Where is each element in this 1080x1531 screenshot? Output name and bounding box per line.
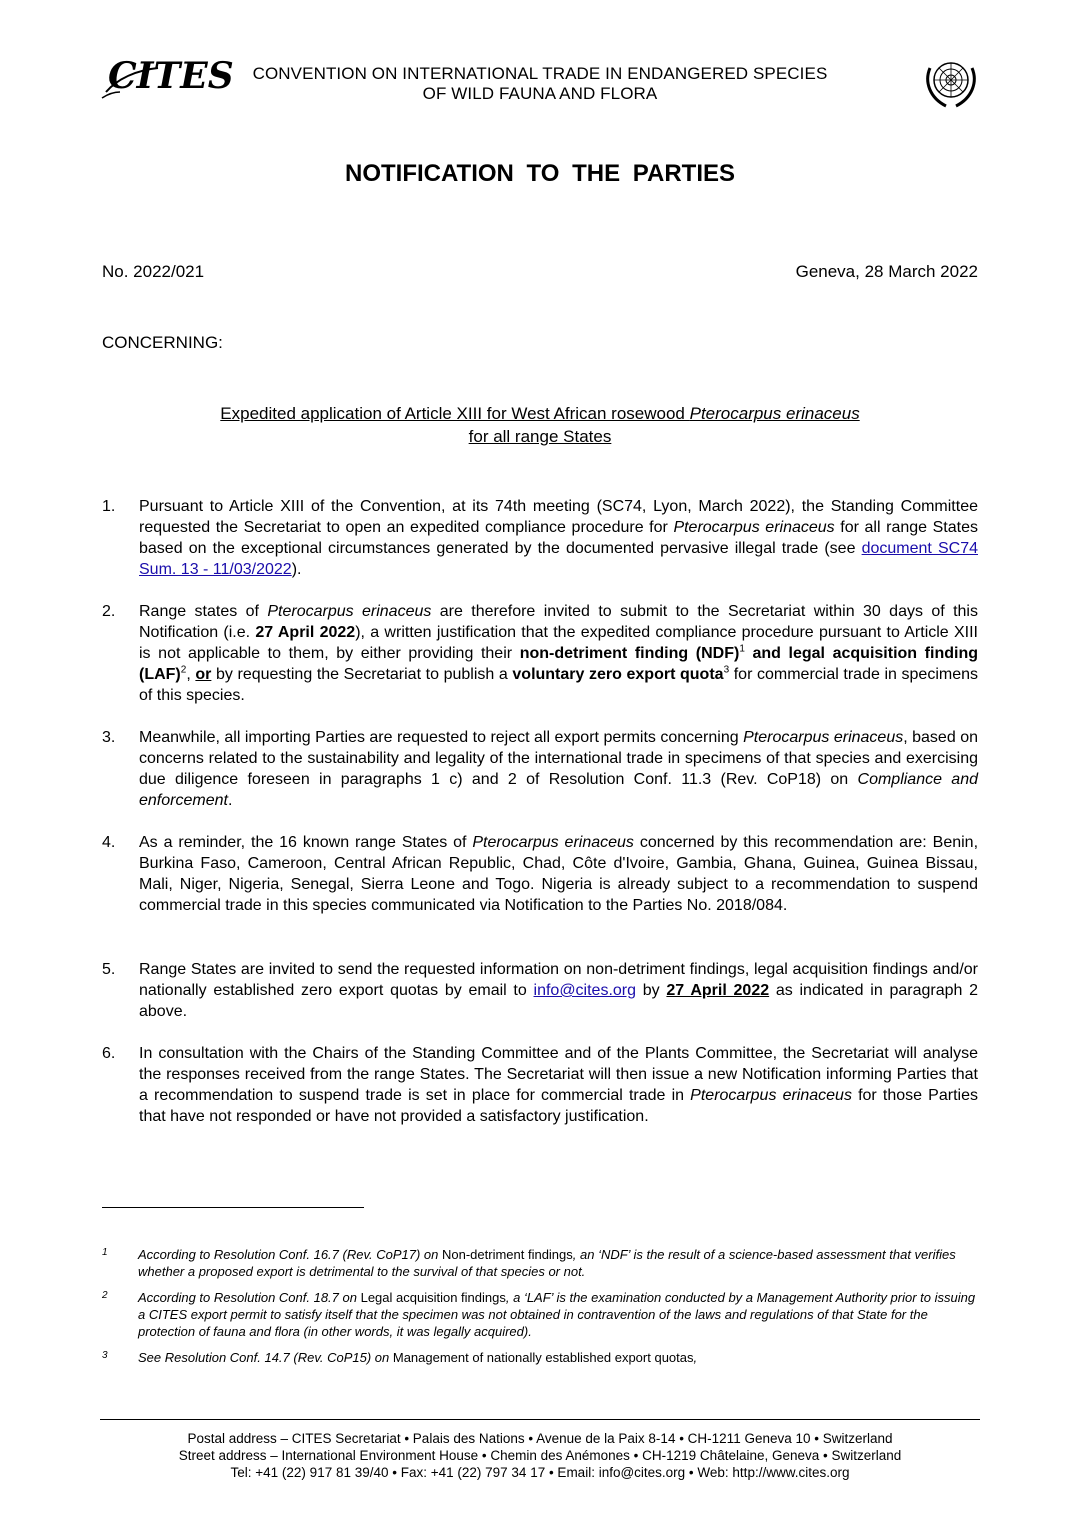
paragraph-number: 6. [102,1045,116,1062]
footnote-text: , an ‘NDF’ is the result of a science-based assessment that verifies whether a proposed export is detrimental to the survival of that species or not. [138,1247,956,1279]
paragraph-3 [102,727,978,811]
resolution-title: Legal acquisition findings [360,1290,506,1305]
resolution-title: Non-detriment findings [441,1247,573,1262]
species-name: Pterocarpus erinaceus [472,834,634,851]
paragraph-text: ). [291,561,302,578]
contact-info: Tel: +41 (22) 917 81 39/40 • Fax: +41 (22) 797 34 17 • Email: info@cites.org • Web: http://www.cites.org [230,1465,850,1480]
paragraph-text: for commercial trade in specimens of this species. [139,666,979,704]
svg-text:CITES: CITES [108,55,234,97]
organization-name [200,64,880,104]
place-and-date: Geneva, 28 March 2022 [795,262,978,281]
footnote-text: See Resolution Conf. 14.7 (Rev. CoP15) on [138,1350,393,1365]
footnote-number: 1 [102,1247,108,1258]
footnote-text: , [693,1350,698,1365]
paragraph-text: . [227,792,233,809]
paragraph-text: , based on concerns related to the sustainability and legality of the international trade in specimens of that species and exercising due diligence foreseen in paragraphs 1 c) and 2 of Resolution Conf. 11.3 (Rev. CoP18) on [139,729,978,788]
footnote-divider [102,1207,364,1208]
footnote-ref-1[interactable]: 1 [739,643,745,655]
email-link[interactable]: info@cites.org [533,982,637,999]
paragraph-number: 1. [102,498,116,515]
footnote-text: , a ‘LAF’ is the examination conducted by a Management Authority prior to issuing a CITES export permit to satisfy itself that the specimen was not obtained in contravention of the laws and regulations of that State for the protection of fauna and flora (in other words, it was legally acquired). [138,1290,976,1339]
footnote-ref-3[interactable]: 3 [723,664,730,676]
paragraph-text: are therefore invited to submit to the Secretariat within 30 days of this Notification (i.e. [139,603,978,641]
paragraph-1 [102,496,978,580]
species-name: Pterocarpus erinaceus [689,404,860,423]
subject-heading [100,402,980,448]
paragraph-text: In consultation with the Chairs of the Standing Committee and of the Plants Committee, the Secretariat will analyse the responses received from the range States. The Secretariat will then issue a new Notification informing Parties that a recommendation to suspend trade is set in place for commercial trade in [139,1045,978,1104]
notification-number: No. 2022/021 [102,262,205,281]
concerning-label: CONCERNING: [102,333,223,352]
org-line-2: OF WILD FAUNA AND FLORA [422,84,658,103]
paragraph-text: by requesting the Secretariat to publish a [211,666,513,683]
ndf-term: non-detriment finding (NDF) [519,645,740,662]
paragraph-number: 3. [102,729,116,746]
footnote-number: 2 [102,1290,108,1301]
paragraph-text: as indicated in paragraph 2 above. [139,982,979,1020]
paragraph-number: 2. [102,603,116,620]
paragraph-text: , [186,666,196,683]
paragraph-4 [102,832,978,916]
street-address: Street address – International Environment House • Chemin des Anémones • CH-1219 Châtelaine, Geneva • Switzerland [178,1448,902,1463]
paragraph-text: Meanwhile, all importing Parties are requested to reject all export permits concerning [139,729,744,746]
subject-text: Expedited application of Article XIII for West African rosewood [220,404,690,423]
paragraph-5 [102,959,978,1022]
deadline-date: 27 April 2022 [666,982,770,999]
footnote-text: According to Resolution Conf. 18.7 on [138,1290,361,1305]
species-name: Pterocarpus erinaceus [673,519,835,536]
paragraph-text: ), a written justification that the expedited compliance procedure pursuant to Article XIII is not applicable to them, by either providing their [139,624,978,662]
footer-divider [100,1419,980,1420]
footnote-3 [102,1349,980,1366]
paragraph-number: 5. [102,961,116,978]
paragraph-text: by [636,982,667,999]
un-emblem-icon [920,54,982,110]
paragraph-text: As a reminder, the 16 known range States of [139,834,473,851]
footnote-1 [102,1246,980,1280]
quota-term: voluntary zero export quota [512,666,724,683]
or-emphasis: or [195,666,212,683]
document-title: NOTIFICATION TO THE PARTIES [345,160,735,187]
paragraph-text: Range states of [139,603,268,620]
footnote-2 [102,1289,980,1340]
laf-term: and legal acquisition finding (LAF) [139,645,978,683]
org-line-1: CONVENTION ON INTERNATIONAL TRADE IN ENDANGERED SPECIES [252,64,828,83]
cites-logo [98,48,234,110]
species-name: Pterocarpus erinaceus [267,603,432,620]
footnote-text: According to Resolution Conf. 16.7 (Rev. CoP17) on [138,1247,442,1262]
paragraph-text: Pursuant to Article XIII of the Convention, at its 74th meeting (SC74, Lyon, March 2022), the Standing Committee requested the Secretariat to open an expedited compliance procedure for [139,498,978,536]
resolution-title: Management of nationally established export quotas [392,1350,694,1365]
deadline-date: 27 April 2022 [255,624,356,641]
paragraph-6 [102,1043,978,1127]
paragraph-text: for all range States based on the exceptional circumstances generated by the documented pervasive illegal trade (see [139,519,978,557]
document-link[interactable]: document SC74 Sum. 13 - 11/03/2022 [139,540,978,578]
paragraph-2 [102,601,978,706]
footnote-ref-2[interactable]: 2 [180,664,187,676]
paragraph-text: concerned by this recommendation are: Benin, Burkina Faso, Cameroon, Central African Republic, Chad, Côte d'Ivoire, Gambia, Ghana, Guinea, Guinea Bissau, Mali, Niger, Nigeria, Senegal, Sierra Leone and Togo. Nigeria is already subject to a recommendation to suspend commercial trade in this species communicated via Notification to the Parties No. 2018/084. [139,834,979,914]
subject-text-line-2: for all range States [468,427,612,446]
paragraph-number: 4. [102,834,116,851]
footnote-number: 3 [102,1350,108,1361]
paragraph-text: Range States are invited to send the requested information on non-detriment findings, legal acquisition findings and/or nationally established zero export quotas by email to [139,961,978,999]
paragraph-text: for those Parties that have not responded or have not provided a satisfactory justification. [139,1087,978,1125]
resolution-title: Compliance and enforcement [139,771,979,809]
postal-address: Postal address – CITES Secretariat • Palais des Nations • Avenue de la Paix 8-14 • CH-1211 Geneva 10 • Switzerland [187,1431,893,1446]
species-name: Pterocarpus erinaceus [690,1087,852,1104]
species-name: Pterocarpus erinaceus [743,729,904,746]
footer [100,1430,980,1481]
